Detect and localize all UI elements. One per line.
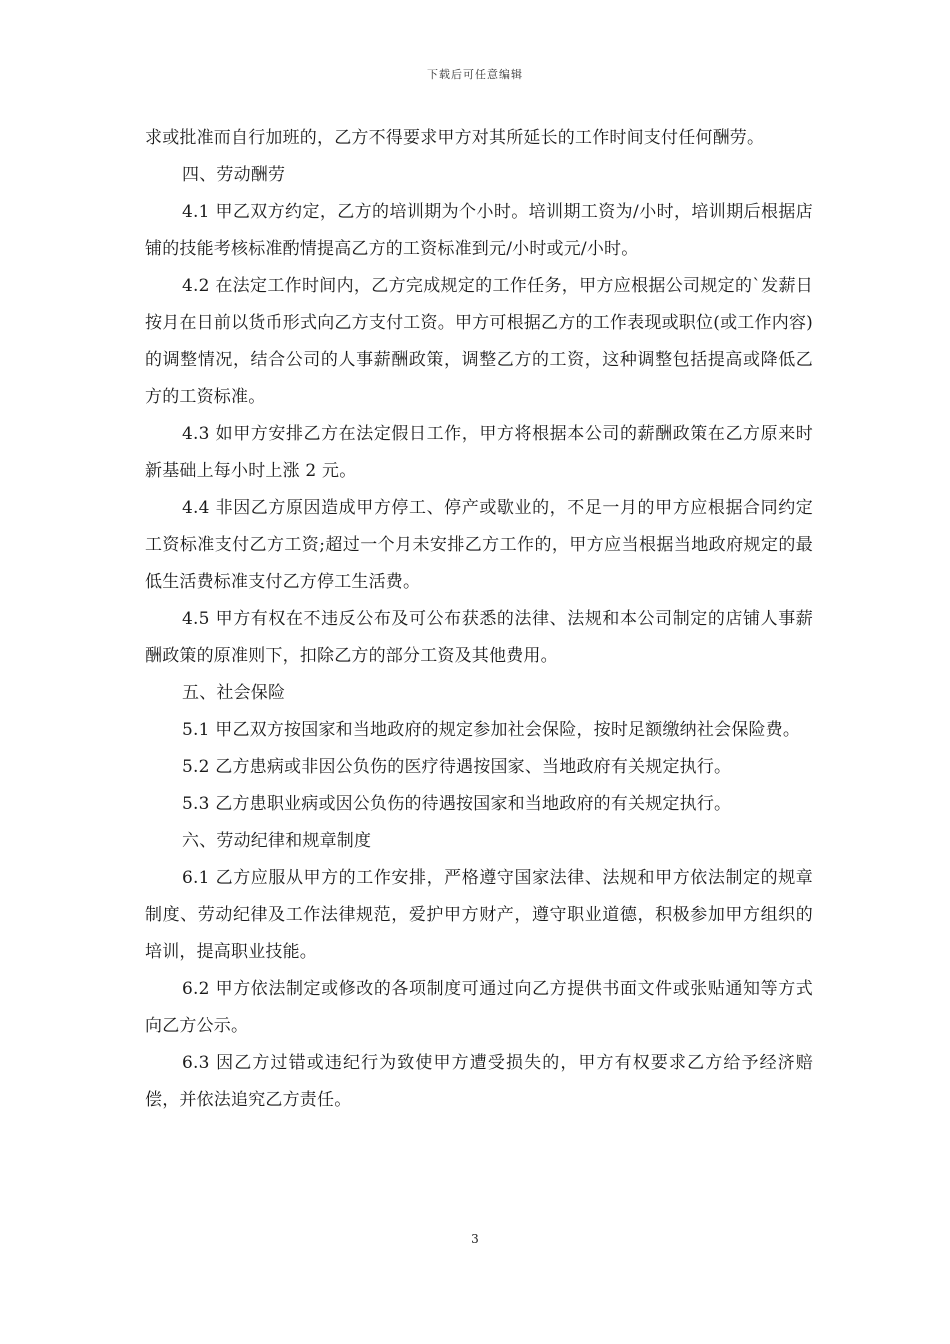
- section-heading: 六、劳动纪律和规章制度: [182, 831, 372, 851]
- document-body: [145, 120, 813, 1119]
- section-heading: 四、劳动酬劳: [182, 165, 286, 185]
- paragraph: 4.5 甲方有权在不违反公布及可公布获悉的法律、法规和本公司制定的店铺人事薪酬政策的原准则下，扣除乙方的部分工资及其他费用。: [145, 609, 813, 666]
- page-header: 下载后可任意编辑: [427, 68, 523, 81]
- paragraph: 6.3 因乙方过错或违纪行为致使甲方遭受损失的，甲方有权要求乙方给予经济赔偿，并依法追究乙方责任。: [145, 1053, 813, 1110]
- paragraph: 6.1 乙方应服从甲方的工作安排，严格遵守国家法律、法规和甲方依法制定的规章制度、劳动纪律及工作法律规范，爱护甲方财产，遵守职业道德，积极参加甲方组织的培训，提高职业技能。: [145, 868, 813, 962]
- paragraph: 4.2 在法定工作时间内，乙方完成规定的工作任务，甲方应根据公司规定的`发薪日按月在日前以货币形式向乙方支付工资。甲方可根据乙方的工作表现或职位(或工作内容)的调整情况，结合公司的人事薪酬政策，调整乙方的工资，这种调整包括提高或降低乙方的工资标准。: [145, 276, 813, 407]
- paragraph: 4.3 如甲方安排乙方在法定假日工作，甲方将根据本公司的薪酬政策在乙方原来时新基础上每小时上涨 2 元。: [145, 424, 813, 481]
- page-number: 3: [471, 1232, 479, 1246]
- paragraph: 5.2 乙方患病或非因公负伤的医疗待遇按国家、当地政府有关规定执行。: [182, 757, 732, 777]
- paragraph: 求或批准而自行加班的，乙方不得要求甲方对其所延长的工作时间支付任何酬劳。: [145, 128, 765, 148]
- paragraph: 4.1 甲乙双方约定，乙方的培训期为个小时。培训期工资为/小时，培训期后根据店铺的技能考核标准酌情提高乙方的工资标准到元/小时或元/小时。: [145, 202, 813, 259]
- paragraph: 5.1 甲乙双方按国家和当地政府的规定参加社会保险，按时足额缴纳社会保险费。: [182, 720, 801, 740]
- paragraph: 5.3 乙方患职业病或因公负伤的待遇按国家和当地政府的有关规定执行。: [182, 794, 732, 814]
- section-heading: 五、社会保险: [182, 683, 286, 703]
- paragraph: 6.2 甲方依法制定或修改的各项制度可通过向乙方提供书面文件或张贴通知等方式向乙方公示。: [145, 979, 813, 1036]
- paragraph: 4.4 非因乙方原因造成甲方停工、停产或歇业的，不足一月的甲方应根据合同约定工资标准支付乙方工资;超过一个月未安排乙方工作的，甲方应当根据当地政府规定的最低生活费标准支付乙方停工生活费。: [145, 498, 813, 592]
